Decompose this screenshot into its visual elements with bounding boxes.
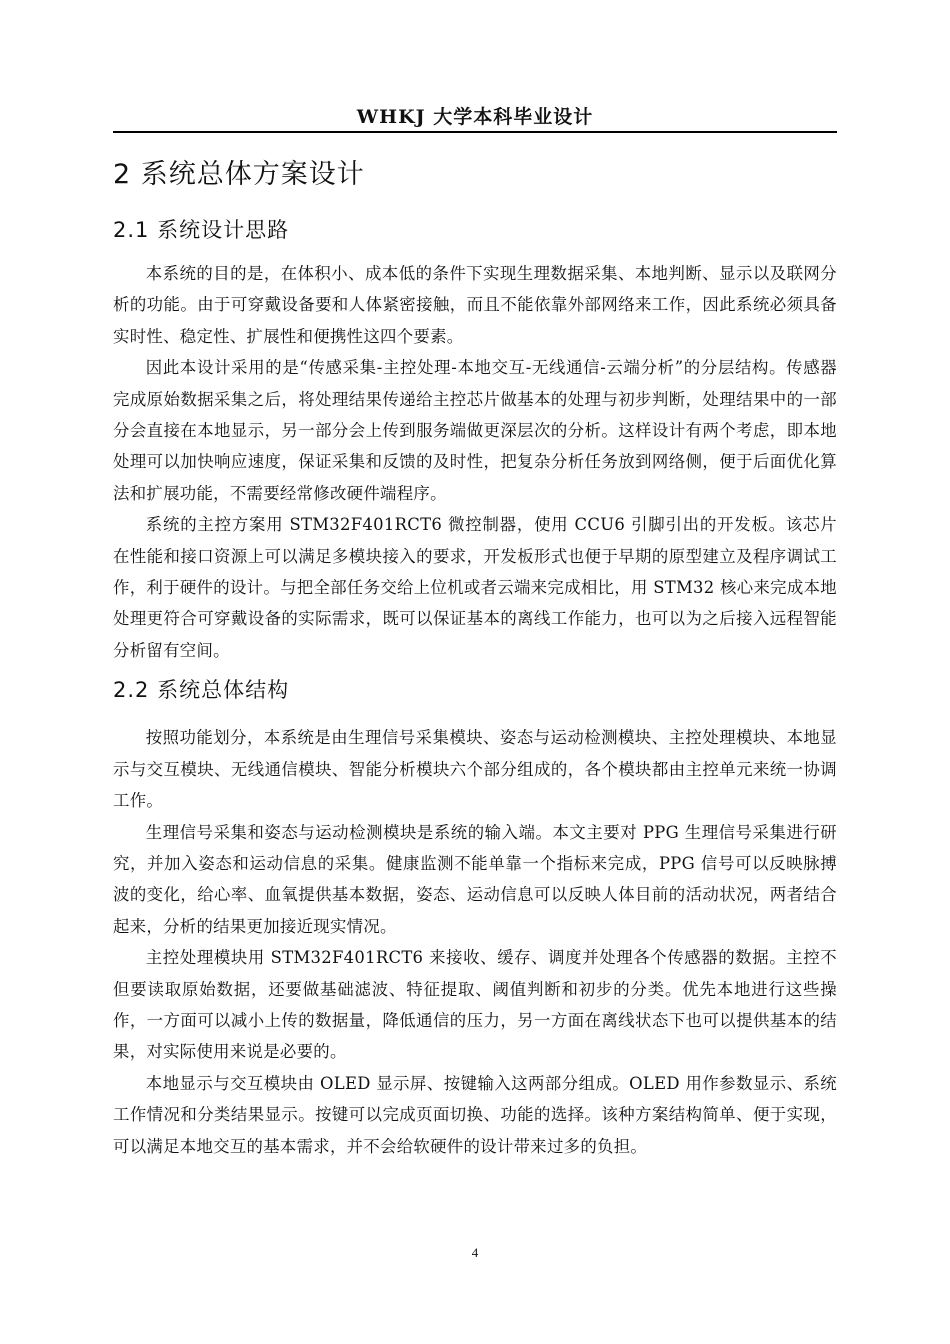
paragraph: 主控处理模块用 STM32F401RCT6 来接收、缓存、调度并处理各个传感器的数据。主控不但要读取原始数据，还要做基础滤波、特征提取、阈值判断和初步的分类。优先本地进行这些操作，一方面可以减小上传的数据量，降低通信的压力，另一方面在离线状态下也可以提供基本的结果，对实际使用来说是必要的。 xyxy=(113,948,837,1062)
section-title-2-2: 2.2 系统总体结构 xyxy=(113,678,290,703)
header-rule xyxy=(113,131,837,133)
paragraph: 按照功能划分，本系统是由生理信号采集模块、姿态与运动检测模块、主控处理模块、本地显示与交互模块、无线通信模块、智能分析模块六个部分组成的，各个模块都由主控单元来统一协调工作。 xyxy=(113,728,837,811)
paragraph: 生理信号采集和姿态与运动检测模块是系统的输入端。本文主要对 PPG 生理信号采集进行研究，并加入姿态和运动信息的采集。健康监测不能单靠一个指标来完成，PPG 信号可以反映脉搏波的变化，给心率、血氧提供基本数据，姿态、运动信息可以反映人体目前的活动状况，两者结合起来，分析的结果更加接近现实情况。 xyxy=(113,822,837,936)
paragraph: 系统的主控方案用 STM32F401RCT6 微控制器，使用 CCU6 引脚引出的开发板。该芯片在性能和接口资源上可以满足多模块接入的要求，开发板形式也便于早期的原型建立及程序调试工作，利于硬件的设计。与把全部任务交给上位机或者云端来完成相比，用 STM32 核心来完成本地处理更符合可穿戴设备的实际需求，既可以保证基本的离线工作能力，也可以为之后接入远程智能分析留有空间。 xyxy=(113,515,837,660)
running-header: WHKJ 大学本科毕业设计 xyxy=(356,106,594,128)
chapter-title: 2 系统总体方案设计 xyxy=(113,159,365,190)
paragraph: 本系统的目的是，在体积小、成本低的条件下实现生理数据采集、本地判断、显示以及联网分析的功能。由于可穿戴设备要和人体紧密接触，而且不能依靠外部网络来工作，因此系统必须具备实时性、稳定性、扩展性和便携性这四个要素。 xyxy=(113,264,837,346)
page-content xyxy=(113,152,837,1162)
section-title-2-1: 2.1 系统设计思路 xyxy=(113,218,290,242)
page-number: 4 xyxy=(471,1245,479,1260)
paragraph: 本地显示与交互模块由 OLED 显示屏、按键输入这两部分组成。OLED 用作参数显示、系统工作情况和分类结果显示。按键可以完成页面切换、功能的选择。该种方案结构简单、便于实现，可以满足本地交互的基本需求，并不会给软硬件的设计带来过多的负担。 xyxy=(113,1073,837,1156)
paragraph: 因此本设计采用的是“传感采集-主控处理-本地交互-无线通信-云端分析”的分层结构。传感器完成原始数据采集之后，将处理结果传递给主控芯片做基本的处理与初步判断，处理结果中的一部分会直接在本地显示，另一部分会上传到服务端做更深层次的分析。这样设计有两个考虑，即本地处理可以加快响应速度，保证采集和反馈的及时性，把复杂分析任务放到网络侧，便于后面优化算法和扩展功能，不需要经常修改硬件端程序。 xyxy=(113,358,837,503)
